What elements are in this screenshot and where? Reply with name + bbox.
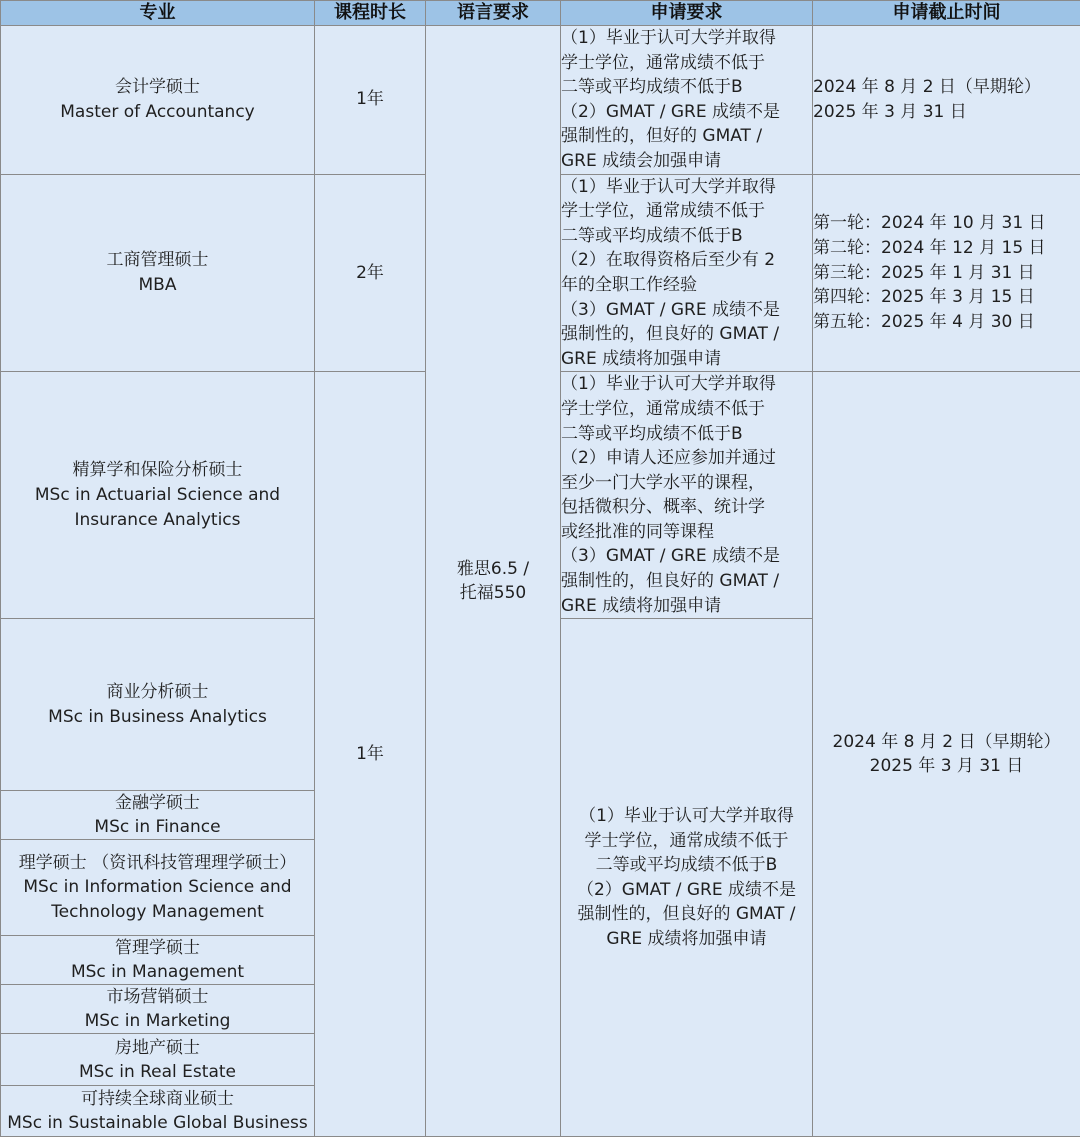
program-name-cn: 工商管理硕士 bbox=[1, 248, 314, 273]
program-name-en: MSc in Information Science and bbox=[1, 875, 314, 900]
requirement-line: 学士学位，通常成绩不低于 bbox=[561, 199, 812, 224]
deadline-line: 第四轮：2025 年 3 月 15 日 bbox=[813, 285, 1080, 310]
deadline-cell bbox=[813, 372, 1080, 1137]
requirement-line: （1）毕业于认可大学并取得 bbox=[561, 804, 812, 829]
requirement-line: 二等或平均成绩不低于B bbox=[561, 224, 812, 249]
requirement-line: （2）在取得资格后至少有 2 bbox=[561, 248, 812, 273]
requirement-line: 二等或平均成绩不低于B bbox=[561, 422, 812, 447]
program-name-en: Master of Accountancy bbox=[1, 100, 314, 125]
duration-cell: 2年 bbox=[315, 174, 426, 372]
requirement-line: GRE 成绩将加强申请 bbox=[561, 927, 812, 952]
deadline-line: 第一轮：2024 年 10 月 31 日 bbox=[813, 211, 1080, 236]
requirement-line: （1）毕业于认可大学并取得 bbox=[561, 175, 812, 200]
requirement-line: （1）毕业于认可大学并取得 bbox=[561, 26, 812, 51]
deadline-cell bbox=[813, 26, 1080, 175]
requirement-line: 年的全职工作经验 bbox=[561, 273, 812, 298]
program-name-en: MSc in Real Estate bbox=[1, 1060, 314, 1084]
requirement-line: 或经批准的同等课程 bbox=[561, 520, 812, 545]
requirement-line: 二等或平均成绩不低于B bbox=[561, 853, 812, 878]
deadline-line: 2025 年 3 月 31 日 bbox=[813, 100, 1080, 125]
header-deadline: 申请截止时间 bbox=[813, 1, 1080, 26]
language-requirement-ielts: 雅思6.5 / bbox=[426, 557, 560, 582]
program-name-cn: 会计学硕士 bbox=[1, 75, 314, 100]
program-name-cn: 商业分析硕士 bbox=[1, 680, 314, 705]
program-name-cn: 理学硕士 （资讯科技管理理学硕士） bbox=[1, 851, 314, 876]
requirement-line: 学士学位，通常成绩不低于 bbox=[561, 397, 812, 422]
requirement-line: （2）申请人还应参加并通过 bbox=[561, 446, 812, 471]
program-name-cn: 管理学硕士 bbox=[1, 936, 314, 960]
requirements-cell bbox=[561, 372, 813, 619]
program-name-en: Insurance Analytics bbox=[1, 508, 314, 533]
program-name-cn: 精算学和保险分析硕士 bbox=[1, 458, 314, 483]
program-name-en: MSc in Marketing bbox=[1, 1009, 314, 1033]
language-requirement-toefl: 托福550 bbox=[426, 581, 560, 606]
program-name-cn: 金融学硕士 bbox=[1, 791, 314, 815]
program-name-en: MSc in Business Analytics bbox=[1, 705, 314, 730]
program-cell bbox=[1, 936, 315, 985]
requirement-line: 包括微积分、概率、统计学 bbox=[561, 495, 812, 520]
program-name-cn: 房地产硕士 bbox=[1, 1036, 314, 1060]
table-row bbox=[1, 26, 1080, 175]
requirement-line: 强制性的，但好的 GMAT / bbox=[561, 124, 812, 149]
program-name-en: MBA bbox=[1, 273, 314, 298]
requirement-line: （1）毕业于认可大学并取得 bbox=[561, 372, 812, 397]
header-duration: 课程时长 bbox=[315, 1, 426, 26]
requirement-line: 强制性的，但良好的 GMAT / bbox=[561, 902, 812, 927]
duration-cell: 1年 bbox=[315, 372, 426, 1137]
header-language: 语言要求 bbox=[426, 1, 561, 26]
requirement-line: 学士学位，通常成绩不低于 bbox=[561, 51, 812, 76]
requirements-cell bbox=[561, 174, 813, 372]
deadline-line: 第五轮：2025 年 4 月 30 日 bbox=[813, 310, 1080, 335]
requirements-cell bbox=[561, 26, 813, 175]
program-name-en: MSc in Sustainable Global Business bbox=[1, 1111, 314, 1135]
requirement-line: GRE 成绩会加强申请 bbox=[561, 149, 812, 174]
language-requirement-cell bbox=[426, 26, 561, 1137]
program-name-cn: 可持续全球商业硕士 bbox=[1, 1087, 314, 1111]
program-cell bbox=[1, 619, 315, 791]
deadline-line: 2024 年 8 月 2 日（早期轮） bbox=[813, 75, 1080, 100]
requirements-cell bbox=[561, 619, 813, 1137]
deadline-line: 第三轮：2025 年 1 月 31 日 bbox=[813, 261, 1080, 286]
program-cell bbox=[1, 372, 315, 619]
duration-cell: 1年 bbox=[315, 26, 426, 175]
program-cell bbox=[1, 1034, 315, 1086]
program-name-en: MSc in Management bbox=[1, 960, 314, 984]
requirement-line: GRE 成绩将加强申请 bbox=[561, 347, 812, 372]
requirement-line: 二等或平均成绩不低于B bbox=[561, 75, 812, 100]
header-requirements: 申请要求 bbox=[561, 1, 813, 26]
program-cell bbox=[1, 174, 315, 372]
program-cell bbox=[1, 1086, 315, 1137]
program-name-en: MSc in Finance bbox=[1, 815, 314, 839]
requirement-line: 强制性的，但良好的 GMAT / bbox=[561, 322, 812, 347]
program-cell bbox=[1, 840, 315, 936]
deadline-line: 2025 年 3 月 31 日 bbox=[813, 754, 1080, 779]
requirement-line: （3）GMAT / GRE 成绩不是 bbox=[561, 298, 812, 323]
deadline-line: 第二轮：2024 年 12 月 15 日 bbox=[813, 236, 1080, 261]
deadline-cell bbox=[813, 174, 1080, 372]
requirement-line: GRE 成绩将加强申请 bbox=[561, 594, 812, 619]
requirement-line: （3）GMAT / GRE 成绩不是 bbox=[561, 544, 812, 569]
requirement-line: 强制性的，但良好的 GMAT / bbox=[561, 569, 812, 594]
requirement-line: （2）GMAT / GRE 成绩不是 bbox=[561, 100, 812, 125]
requirement-line: （2）GMAT / GRE 成绩不是 bbox=[561, 878, 812, 903]
program-name-en: Technology Management bbox=[1, 900, 314, 925]
program-cell bbox=[1, 26, 315, 175]
header-major: 专业 bbox=[1, 1, 315, 26]
deadline-line: 2024 年 8 月 2 日（早期轮） bbox=[813, 730, 1080, 755]
header-row bbox=[1, 1, 1080, 26]
program-name-cn: 市场营销硕士 bbox=[1, 985, 314, 1009]
requirement-line: 学士学位，通常成绩不低于 bbox=[561, 829, 812, 854]
requirement-line: 至少一门大学水平的课程， bbox=[561, 471, 812, 496]
program-cell bbox=[1, 791, 315, 840]
program-cell bbox=[1, 985, 315, 1034]
program-name-en: MSc in Actuarial Science and bbox=[1, 483, 314, 508]
